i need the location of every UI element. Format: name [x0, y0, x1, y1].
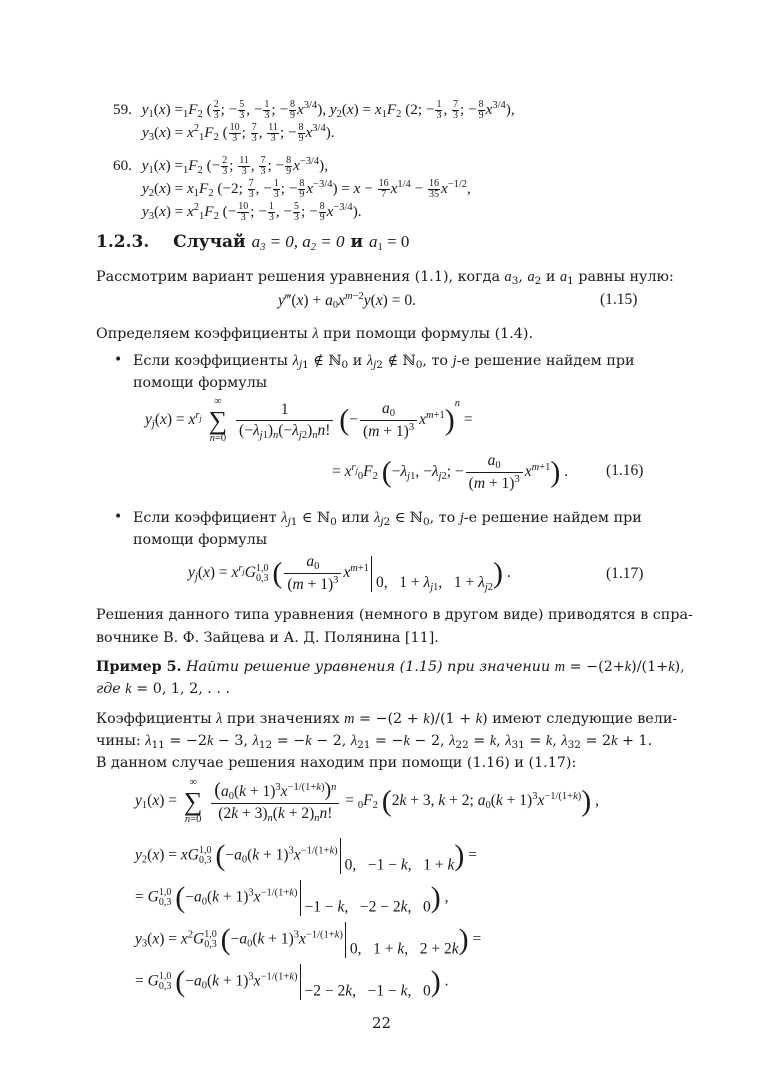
section-title-prefix: Случай	[173, 232, 246, 252]
equation-label-1-15: (1.15)	[600, 291, 638, 308]
solution-y2-line2: = G1,0 0,3 ($-a_0(k + 1)^3x^{-1/(1+k)}-1 - k$, −2 − 2k, 0) ,	[135, 881, 449, 916]
equation-1-15: y‴(x) + $a_0x^{m-2}y(x) = 0$.	[278, 291, 416, 311]
item-60-line2: $y_2(x) = x_1F_2$ (−2; $\frac{7}{3}$ , − $\frac{1}{3}$ ; − $\frac{8}{9}$ $x^{-3/4}) = x$ − $\frac{16}{7}$ $x^{1/4}$ − $\frac{16}{35}$ $x^{-1/2}$,	[142, 178, 471, 201]
equation-1-16-line2: = $x^{r_j}_0F_2$ ($-\lambda_{j1}$, $-\lambda_{j2}$; − $\frac{a_0}{(m + 1)^3}$ $x^{m+1}$) .	[332, 452, 569, 492]
item-60: 60. $y_1(x) =_1F_2$ (− $\frac{2}{3}$ ; $\frac{11}{3}$ , $\frac{7}{3}$ ; − $\frac{8}{9}$ $x^{-3/4}$),	[113, 155, 329, 178]
bullet-2-text: Если коэффициент $\lambda_{j1}$ ∈ ℕ$_0$ или $\lambda_{j2}$ ∈ ℕ$_0$, то j-е решение найдем при	[133, 510, 642, 528]
paragraph-4-line2: чины: $\lambda_{11} = -2k - 3$, $\lambda_{12} = -k - 2$, $\lambda_{21} = -k - 2$, $\lambda_{22} = k$, $\lambda_{31} = k$, $\lambda_{32} = 2k + 1$.	[96, 733, 653, 751]
item-59: 59. $y_1(x) =_1F_2$ ( $\frac{2}{3}$ ; − $\frac{5}{3}$ , − $\frac{1}{3}$ ; − $\frac{8}{9}$ $x^{3/4}$), $y_2(x) = x_1F_2$ (2; − $\frac{1}{3}$ , $\frac{7}{3}$ ; − $\frac{8}{9}$ $x^{3/4}$),	[113, 99, 515, 122]
item-60-number: 60.	[113, 157, 132, 174]
example-5: Пример 5. Найти решение уравнения (1.15) при значении m = −(2+k)/(1+k),	[96, 659, 685, 675]
bullet-1-text: Если коэффициенты $\lambda_{j1}$ ∉ ℕ$_0$ и $\lambda_{j2}$ ∉ ℕ$_0$, то j-е решение найдем при	[133, 353, 635, 371]
section-title-and: и	[350, 232, 364, 252]
paragraph-2: Определяем коэффициенты λ при помощи формулы (1.4).	[96, 326, 534, 342]
paragraph-4-line1: Коэффициенты λ при значениях m = −(2 + k)/(1 + k) имеют следующие вели-	[96, 711, 678, 727]
bullet-2-text-line2: помощи формулы	[133, 532, 268, 548]
example-5-line2: где k = 0, 1, 2, . . .	[96, 681, 231, 697]
solution-y3-line1: $y_3(x) = x^2G1,0$ 0,3 ($-a_0(k + 1)^3x^{-1/(1+k)}0$, 1 + k, 2 + 2k) =	[135, 923, 482, 958]
paragraph-1: Рассмотрим вариант решения уравнения (1.1), когда $a_3$, $a_2$ и $a_1$ равны нулю:	[96, 269, 674, 287]
section-heading: 1.2.3. Случай $a_3 = 0$, $a_2 = 0$ и $a_1 = 0$	[96, 232, 410, 253]
example-label: Пример 5.	[96, 659, 182, 675]
paragraph-3-line1: Решения данного типа уравнения (немного в другом виде) приводятся в спра-	[96, 607, 693, 623]
solution-y1: $y_1(x)$ = ∞ ∑ n=0 $\frac{(a_0(k + 1)^3x^{-1/(1+k)})^n}{(2k + 3)_n(k + 2)_nn!}$ = $_0F_2$ (2k + 3, k + 2; $a_0(k + 1)^3x^{-1/(1+k)}$) ,	[135, 777, 600, 825]
section-number: 1.2.3.	[96, 232, 150, 252]
equation-label-1-17: (1.17)	[606, 565, 644, 582]
equation-label-1-16: (1.16)	[606, 462, 644, 479]
bullet-1-marker: •	[114, 352, 123, 368]
equation-1-17: $y_j(x) = x^{r_j}G1,0$ 0,3 ( $\frac{a_0}{(m + 1)^3}$ $x^{m+1}0$, $1 + \lambda_{j1}$, $1 + \lambda_{j2}$) .	[188, 553, 511, 594]
item-59-line2: $y_3(x) = x^2_1F_2$ ( $\frac{10}{3}$ ; $\frac{7}{3}$ , $\frac{11}{3}$ ; − $\frac{8}{9}$ $x^{3/4}$).	[142, 122, 335, 145]
bullet-1-text-line2: помощи формулы	[133, 375, 268, 391]
paragraph-4-line3: В данном случае решения находим при помощи (1.16) и (1.17):	[96, 755, 577, 771]
equation-1-16-line1: $y_j(x) = x^{r_j}$ ∞ ∑ n=0 $\frac{1}{(-\lambda_{j1})_n(-\lambda_{j2})_nn!}$ (− $\frac{a_0}{(m + 1)^3}$ $x^{m+1})^n$ =	[145, 396, 473, 444]
solution-y3-line2: = G1,0 0,3 ($-a_0(k + 1)^3x^{-1/(1+k)}-2 - 2k$, −1 − k, 0) .	[135, 965, 449, 1000]
page-number: 22	[372, 1014, 392, 1032]
paragraph-3-line2: вочнике В. Ф. Зайцева и А. Д. Полянина [11].	[96, 630, 439, 646]
bullet-2-marker: •	[114, 509, 123, 525]
item-59-number: 59.	[113, 101, 132, 118]
item-60-line3: $y_3(x) = x^2_1F_2$ (− $\frac{10}{3}$ ; − $\frac{1}{3}$ , − $\frac{5}{3}$ ; − $\frac{8}{9}$ $x^{-3/4}$).	[142, 201, 362, 224]
solution-y2-line1: $y_2(x) = xG1,0$ 0,3 ($-a_0(k + 1)^3x^{-1/(1+k)}0$, −1 − k, 1 + k) =	[135, 839, 477, 874]
